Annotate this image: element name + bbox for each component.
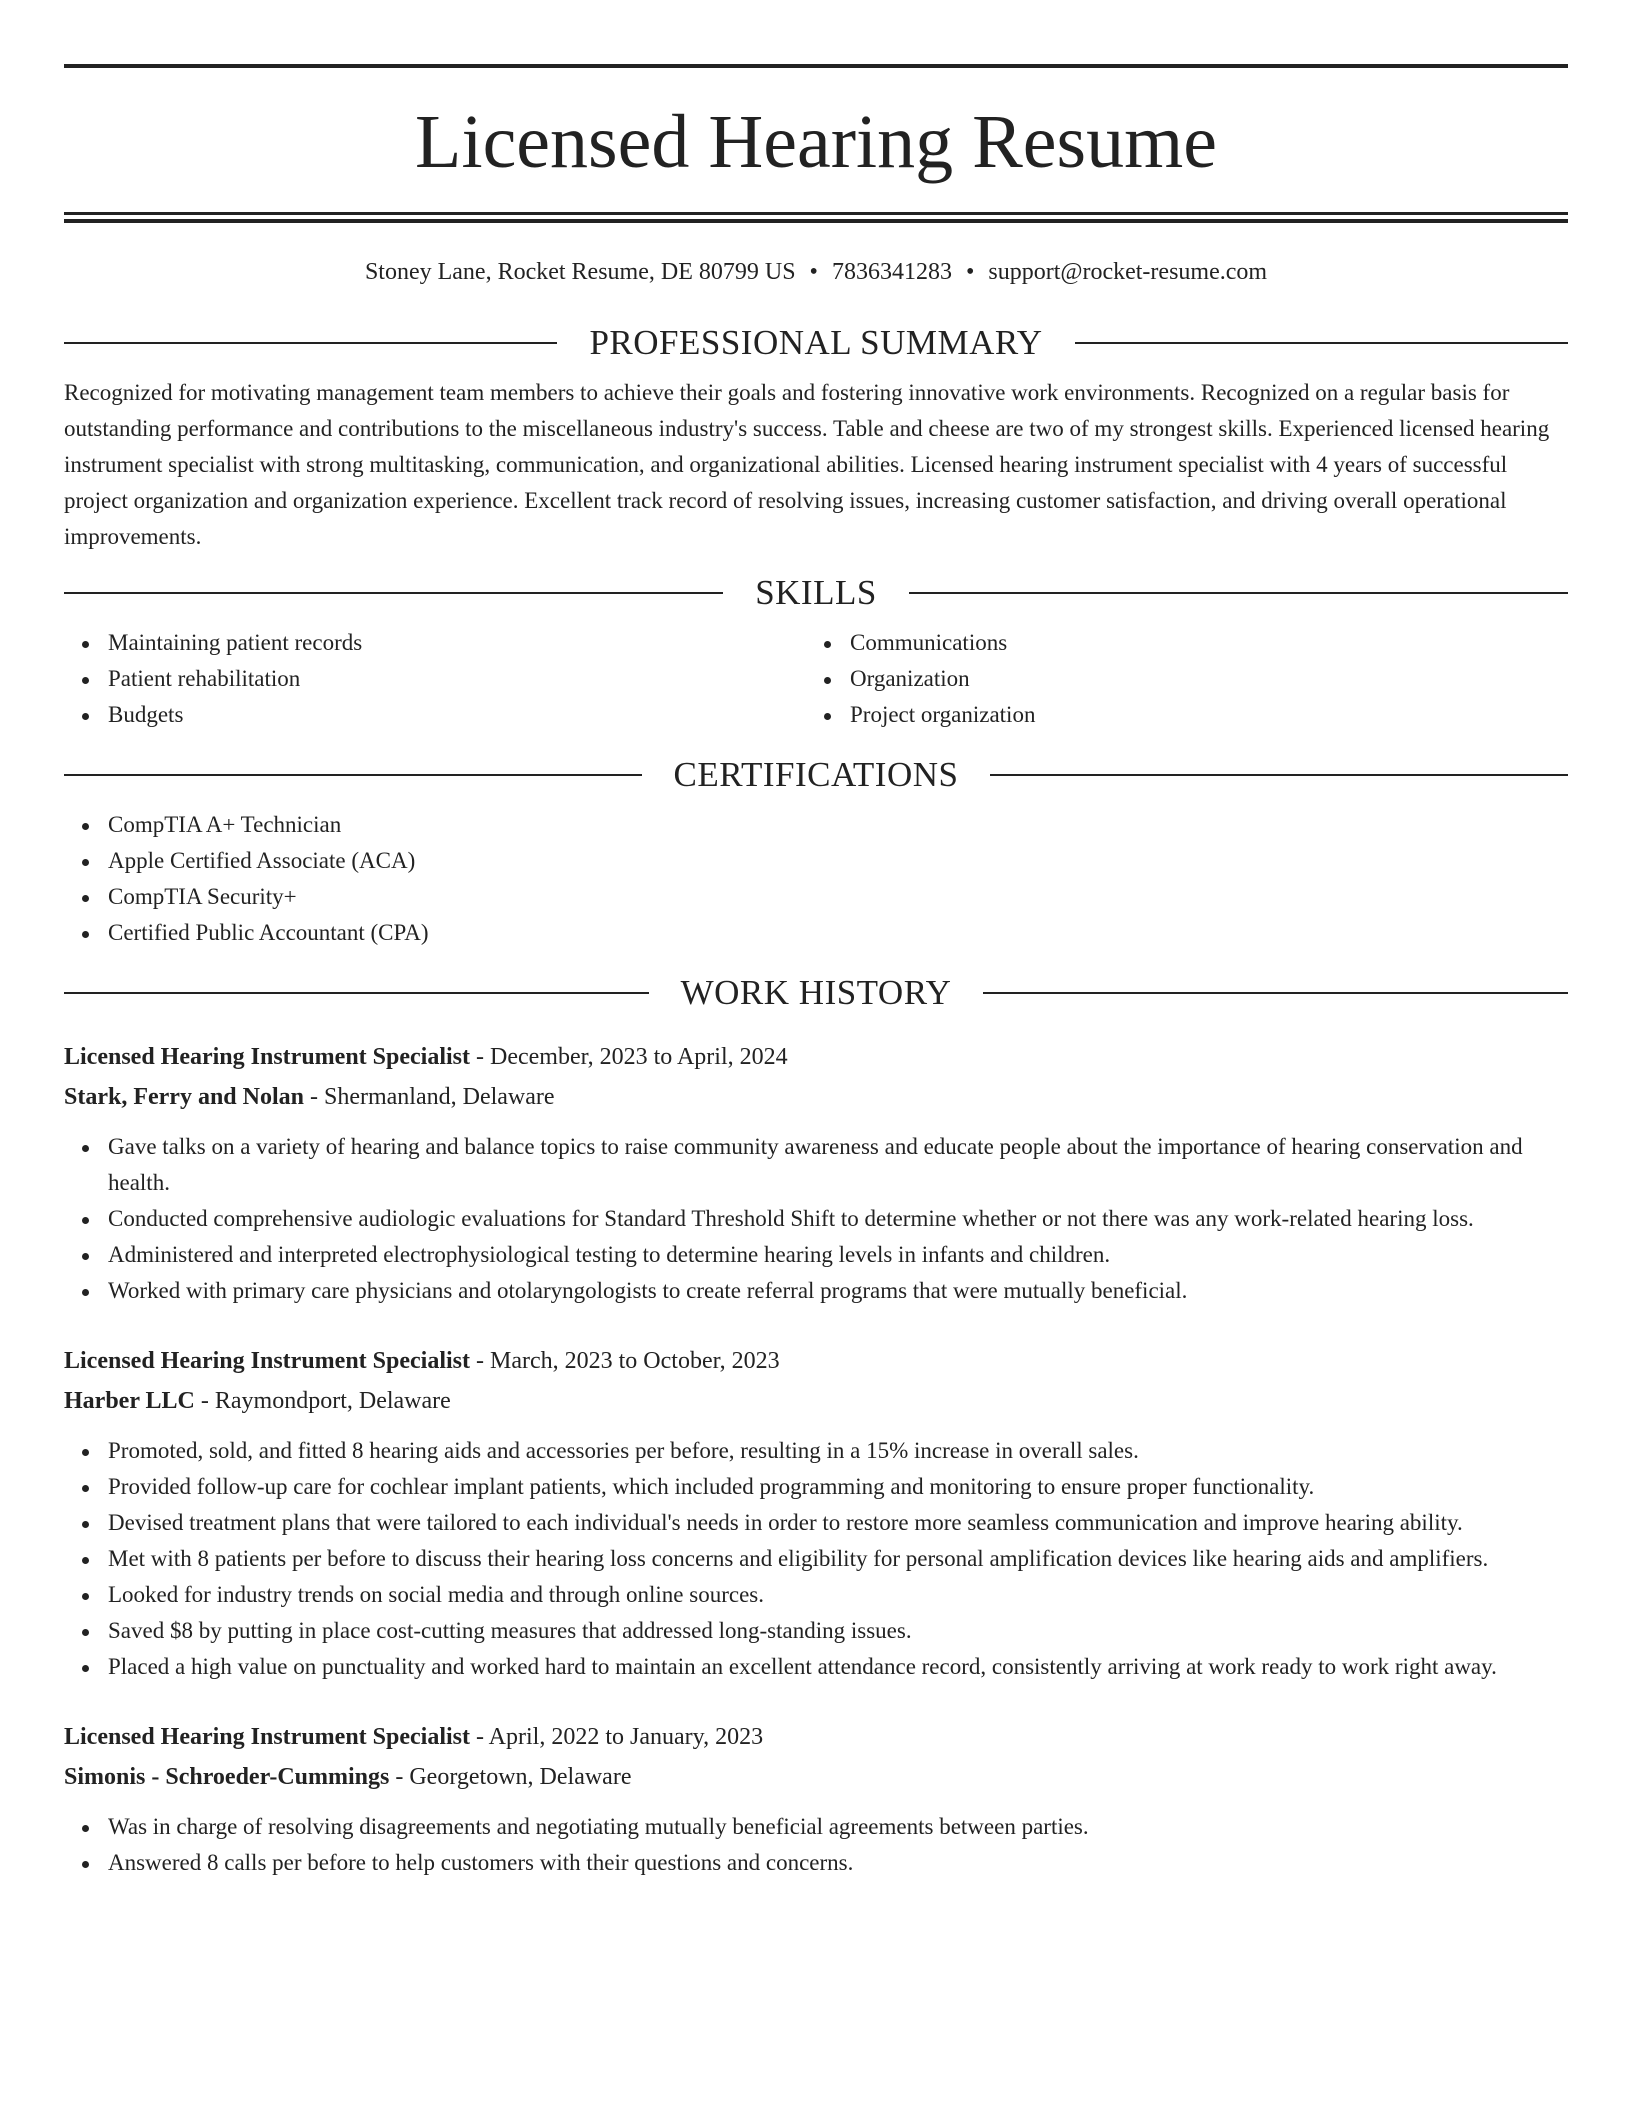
- job-company-line: [64, 1077, 1568, 1117]
- work-history-heading-label: WORK HISTORY: [680, 973, 952, 1012]
- job-title-line: [64, 1717, 1568, 1757]
- job-company: Harber LLC: [64, 1388, 195, 1414]
- job-title-line: [64, 1037, 1568, 1077]
- skills-heading-label: SKILLS: [755, 573, 877, 612]
- job-entry: [64, 1717, 1568, 1881]
- job-bullet: Administered and interpreted electrophysiological testing to determine hearing levels in infants and children.: [108, 1237, 1568, 1273]
- job-title: Licensed Hearing Instrument Specialist: [64, 1348, 470, 1374]
- summary-text: Recognized for motivating management team members to achieve their goals and fostering innovative work environments. Recognized on a regular basis for outstanding performance and contributions to the miscellaneous industry's success. Table and cheese are two of my strongest skills. Experienced licensed hearing instrument specialist with strong multitasking, communication, and organizational abilities. Licensed hearing instrument specialist with 4 years of successful project organization and organization experience. Excellent track record of resolving issues, increasing customer satisfaction, and driving overall operational improvements.: [64, 380, 1550, 549]
- title-double-rule: [64, 212, 1568, 223]
- top-rule: [64, 64, 1568, 68]
- job-company: Stark, Ferry and Nolan: [64, 1084, 304, 1110]
- job-bullet: Placed a high value on punctuality and worked hard to maintain an excellent attendance record, consistently arriving at work ready to work right away.: [108, 1649, 1568, 1685]
- page-title: Licensed Hearing Resume: [415, 100, 1217, 184]
- job-company: Simonis - Schroeder-Cummings: [64, 1764, 390, 1790]
- summary-heading: [64, 323, 1568, 363]
- job-dates: - March, 2023 to October, 2023: [470, 1348, 780, 1374]
- skills-column-right: [806, 625, 1548, 733]
- heading-rule-right: [983, 992, 1568, 994]
- job-bullet: Answered 8 calls per before to help customers with their questions and concerns.: [108, 1845, 1568, 1881]
- heading-rule-left: [64, 992, 649, 994]
- certification-item: CompTIA Security+: [108, 879, 1568, 915]
- certification-item: CompTIA A+ Technician: [108, 807, 1568, 843]
- contact-address: Stoney Lane, Rocket Resume, DE 80799 US: [364, 259, 796, 285]
- job-location: - Shermanland, Delaware: [304, 1084, 555, 1110]
- job-bullet: Devised treatment plans that were tailored to each individual's needs in order to restore more seamless communication and improve hearing ability.: [108, 1505, 1568, 1541]
- job-bullets: [64, 1129, 1568, 1309]
- contact-email[interactable]: support@rocket-resume.com: [988, 259, 1268, 285]
- certifications-list: [64, 807, 1568, 951]
- job-bullet: Met with 8 patients per before to discuss their hearing loss concerns and eligibility for personal amplification devices like hearing aids and amplifiers.: [108, 1541, 1568, 1577]
- skills-heading: [64, 573, 1568, 613]
- job-bullet: Saved $8 by putting in place cost-cutting measures that addressed long-standing issues.: [108, 1613, 1568, 1649]
- job-entry: [64, 1037, 1568, 1309]
- job-bullet: Looked for industry trends on social media and through online sources.: [108, 1577, 1568, 1613]
- certifications-heading: [64, 755, 1568, 795]
- skill-item: Communications: [850, 625, 1548, 661]
- job-entry: [64, 1341, 1568, 1685]
- resume-page: [64, 64, 1568, 1881]
- contact-separator: •: [965, 259, 975, 285]
- job-location: - Georgetown, Delaware: [389, 1764, 632, 1790]
- job-title: Licensed Hearing Instrument Specialist: [64, 1044, 470, 1070]
- contact-phone[interactable]: 7836341283: [831, 259, 952, 285]
- certification-item: Apple Certified Associate (ACA): [108, 843, 1568, 879]
- skill-item: Maintaining patient records: [108, 625, 806, 661]
- heading-rule-left: [64, 774, 642, 776]
- heading-rule-right: [1075, 342, 1568, 344]
- job-bullet: Gave talks on a variety of hearing and balance topics to raise community awareness and educate people about the importance of hearing conservation and health.: [108, 1129, 1568, 1201]
- job-bullet: Worked with primary care physicians and otolaryngologists to create referral programs that were mutually beneficial.: [108, 1273, 1568, 1309]
- skill-item: Organization: [850, 661, 1548, 697]
- skill-item: Budgets: [108, 697, 806, 733]
- contact-line: [64, 257, 1568, 287]
- skill-item: Project organization: [850, 697, 1548, 733]
- heading-rule-left: [64, 342, 557, 344]
- job-title: Licensed Hearing Instrument Specialist: [64, 1724, 470, 1750]
- summary-heading-label: PROFESSIONAL SUMMARY: [589, 323, 1043, 362]
- job-bullet: Was in charge of resolving disagreements and negotiating mutually beneficial agreements between parties.: [108, 1809, 1568, 1845]
- job-bullet: Conducted comprehensive audiologic evaluations for Standard Threshold Shift to determine whether or not there was any work-related hearing loss.: [108, 1201, 1568, 1237]
- skills-list: [64, 625, 1568, 733]
- heading-rule-left: [64, 592, 723, 594]
- job-bullet: Promoted, sold, and fitted 8 hearing aids and accessories per before, resulting in a 15% increase in overall sales.: [108, 1433, 1568, 1469]
- skills-column-left: [64, 625, 806, 733]
- skill-item: Patient rehabilitation: [108, 661, 806, 697]
- certification-item: Certified Public Accountant (CPA): [108, 915, 1568, 951]
- heading-rule-right: [909, 592, 1568, 594]
- job-company-line: [64, 1381, 1568, 1421]
- work-history-heading: [64, 973, 1568, 1013]
- job-dates: - December, 2023 to April, 2024: [470, 1044, 788, 1070]
- job-bullet: Provided follow-up care for cochlear implant patients, which included programming and monitoring to ensure proper functionality.: [108, 1469, 1568, 1505]
- job-dates: - April, 2022 to January, 2023: [470, 1724, 764, 1750]
- certifications-heading-label: CERTIFICATIONS: [673, 755, 959, 794]
- job-company-line: [64, 1757, 1568, 1797]
- job-title-line: [64, 1341, 1568, 1381]
- job-location: - Raymondport, Delaware: [194, 1388, 451, 1414]
- job-bullets: [64, 1809, 1568, 1881]
- contact-separator: •: [809, 259, 818, 285]
- heading-rule-right: [990, 774, 1568, 776]
- job-bullets: [64, 1433, 1568, 1685]
